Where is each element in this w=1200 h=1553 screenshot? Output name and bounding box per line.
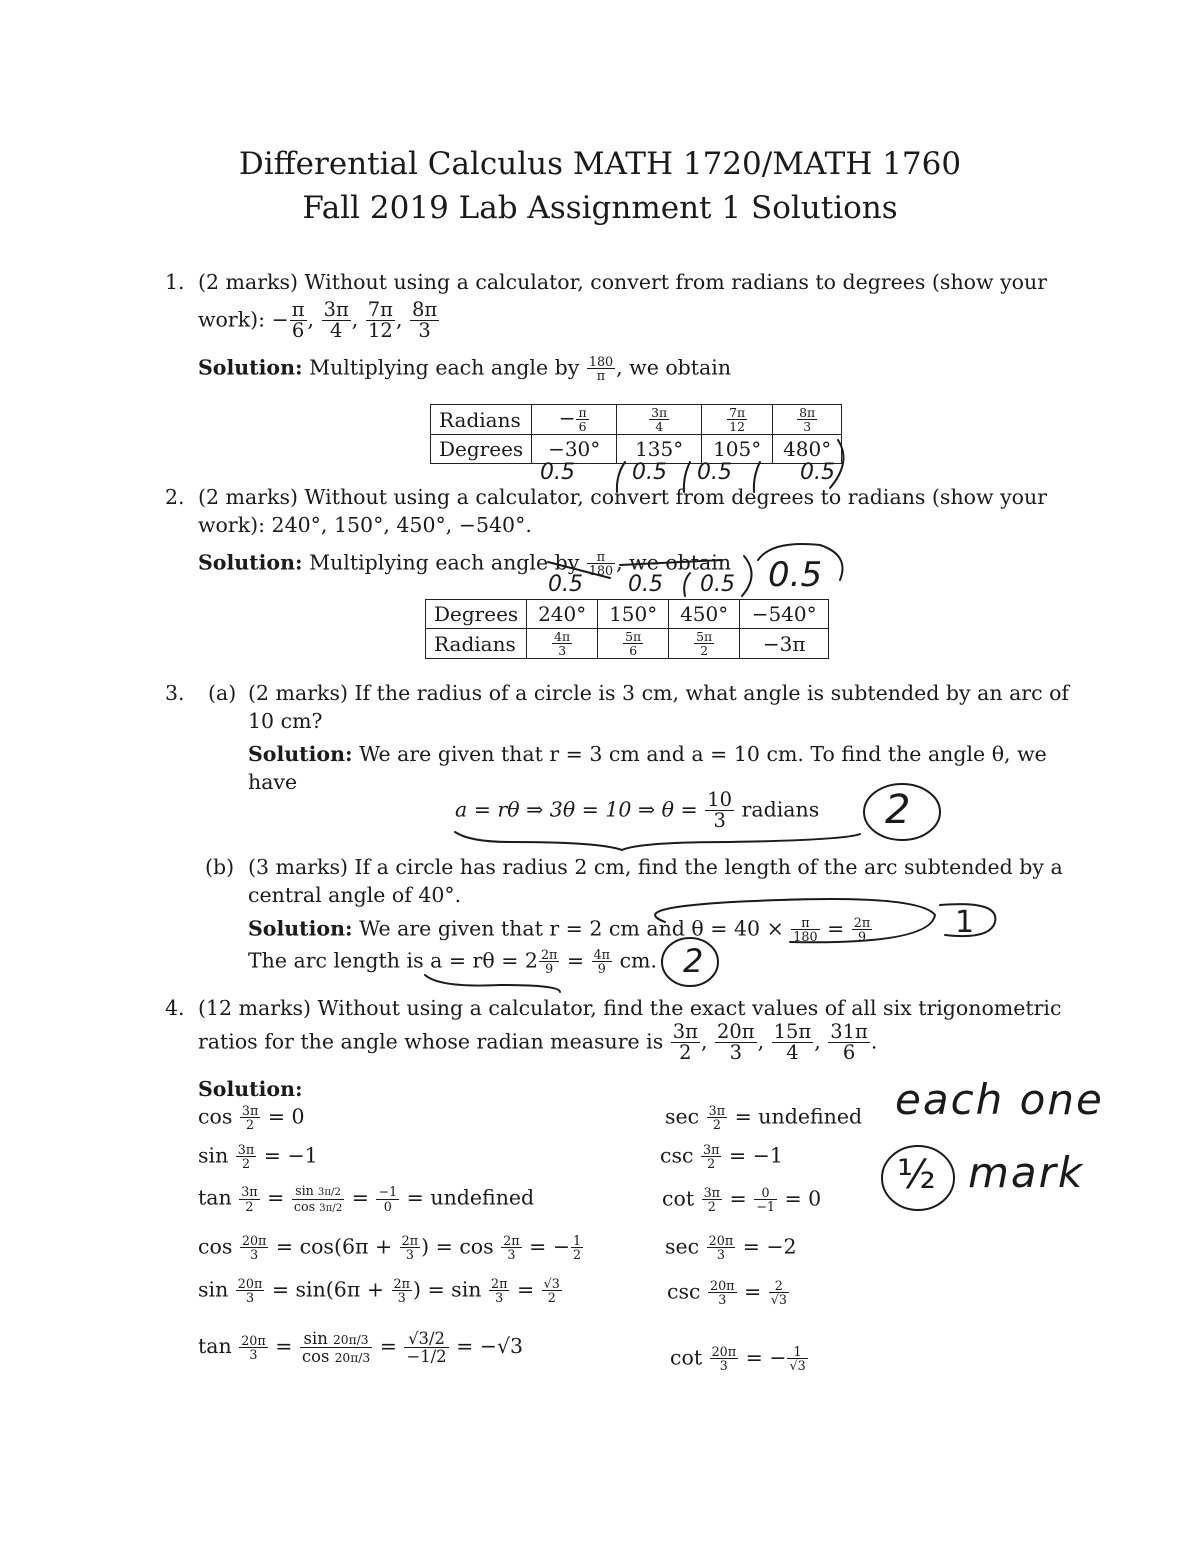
q1-solution: Solution: Multiplying each angle by $\frac{180}{\pi}$ , we obtain [198,354,732,384]
trig-sin-3pi-2: sin $\frac{3\pi}{2}$ = −1 [198,1142,318,1172]
q2-degree-cell: 240° [527,600,598,629]
ink-q3a-underbrace [455,832,860,850]
q3a-prompt: (2 marks) If the radius of a circle is 3 cm, what angle is subtended by an arc of [248,681,1070,705]
hw-q2-mark: 0.5 [700,572,735,597]
q4-prompt: (12 marks) Without using a calculator, find the exact values of all six trigonometric [198,996,1062,1020]
q1-row-degrees-label: Degrees [431,435,532,464]
q3b-solution: Solution: We are given that r = 2 cm and θ = 40 × $\frac{\pi}{180}$ = $\frac{2\pi}{9}$ [248,915,871,945]
trig-csc-3pi-2: csc $\frac{3\pi}{2}$ = −1 [660,1142,783,1172]
hw-q3b-score-2: 2 [683,942,704,980]
trig-sin-20pi-3: sin $\frac{20\pi}{3}$ = sin(6π + $\frac{2\pi}{3}$ ) = sin $\frac{2\pi}{3}$ = $\frac{√3}{2}$ [198,1276,560,1306]
hw-q1-mark: 0.5 [800,460,835,485]
ink-q1-divider [617,462,625,492]
ink-q3b-bracket [940,904,995,936]
q1-work-label: work): [198,307,266,332]
q2-degree-cell: 150° [598,600,669,629]
trig-tan-3pi-2: tan $\frac{3\pi}{2}$ = $\frac{\sin 3\pi/2}{\cos 3\pi/2}$ = $\frac{-1}{0}$ = undefined [198,1183,535,1214]
ink-q1-bracket [830,440,843,488]
hw-q1-mark: 0.5 [540,460,575,485]
q1-solution-text: Multiplying each angle by [309,355,580,380]
q1-solution-tail: , we obtain [616,355,732,380]
hw-q2-mark: 0.5 [628,572,663,597]
q1-prompt-angles: work): − $\frac{\pi}{6}$ , $\frac{3\pi}{4}$ , $\frac{7\pi}{12}$ , $\frac{8\pi}{3}$ [198,298,438,343]
hw-q1-mark: 0.5 [632,460,667,485]
hw-q3a-score: 2 [885,787,911,833]
hw-note-mark: mark [968,1148,1085,1197]
q2-row-radians-label: Radians [426,629,527,659]
ink-q2-strike [548,562,610,578]
q2-degree-cell: −540° [740,600,829,629]
ink-q3b-circle [662,938,718,986]
q1-degree-cell: 135° [617,435,702,464]
q3b-label: (b) [205,855,235,879]
q3-number: 3. [165,681,185,705]
q3a-prompt-cont: 10 cm? [248,709,323,733]
trig-sec-3pi-2: sec $\frac{3\pi}{2}$ = undefined [665,1103,863,1133]
trig-csc-20pi-3: csc $\frac{20\pi}{3}$ = $\frac{2}{√3}$ [667,1278,787,1308]
q3a-equation: a = rθ ⇒ 3θ = 10 ⇒ θ = $\frac{10}{3}$ radians [455,788,820,833]
q3a-label: (a) [208,681,237,705]
ink-q2-bracket [758,544,843,580]
q2-solution-label: Solution: [198,550,303,575]
ink-q1-divider [684,462,690,492]
trig-cos-20pi-3: cos $\frac{20\pi}{3}$ = cos(6π + $\frac{2\pi}{3}$ ) = cos $\frac{2\pi}{3}$ = − $\frac{1}{2}$ [198,1233,582,1263]
trig-sec-20pi-3: sec $\frac{20\pi}{3}$ = −2 [665,1233,797,1263]
q3b-prompt-cont: central angle of 40°. [248,883,462,907]
hw-note-each-one: each one [895,1075,1104,1124]
ink-q3a-circle [864,784,940,840]
q3b-solution-label: Solution: [248,916,353,941]
hw-q2-mark: 0.5 [768,555,823,595]
q1-degree-cell: 105° [702,435,773,464]
q4-solution-label: Solution: [198,1077,303,1101]
q1-degree-cell: −30° [532,435,617,464]
ink-note-circle [882,1146,954,1210]
q1-solution-label: Solution: [198,355,303,380]
document-title: Differential Calculus MATH 1720/MATH 1760 [238,146,962,182]
ink-q2-strike [620,560,722,565]
hw-q2-mark: 0.5 [548,572,583,597]
q2-solution: Solution: Multiplying each angle by $\frac{\pi}{180}$ , we obtain [198,549,732,579]
ink-q3b-underline [425,975,560,992]
trig-cos-3pi-2: cos $\frac{3\pi}{2}$ = 0 [198,1103,305,1133]
hw-q3b-score-1: 1 [955,905,975,940]
hw-q1-mark: 0.5 [697,460,732,485]
q2-solution-text: Multiplying each angle by [309,550,580,575]
q1-row-radians-label: Radians [431,405,532,435]
q1-degree-cell: 480° [773,435,842,464]
ink-q2-divider [742,556,752,596]
q2-row-degrees-label: Degrees [426,600,527,629]
q3a-solution-text: We are given that r = 3 cm and a = 10 cm. To find the angle θ, we [359,742,1047,766]
q3b-prompt: (3 marks) If a circle has radius 2 cm, find the length of the arc subtended by a [248,855,1063,879]
ink-q2-divider [684,573,690,596]
q4-number: 4. [165,996,185,1020]
ink-q3b-loop [655,899,935,942]
q1-prompt: (2 marks) Without using a calculator, convert from radians to degrees (show your [198,270,1047,294]
q1-conversion-table: Radians − $\frac{\pi}{6}$ $\frac{3\pi}{4}$ $\frac{7\pi}{12}$ $\frac{8\pi}{3}$ Degrees −30° 135° 105° 480° [430,404,842,464]
trig-tan-20pi-3: tan $\frac{20\pi}{3}$ = $\frac{\sin 20\pi/3}{\cos 20\pi/3}$ = $\frac{√3/2}{-1/2}$ = −√3 [198,1329,524,1367]
q2-radian-cell: −3π [740,629,829,659]
q2-conversion-table: Degrees 240° 150° 450° −540° Radians $\frac{4\pi}{3}$ $\frac{5\pi}{6}$ $\frac{5\pi}{2}$ −3π [425,599,829,659]
ink-q1-divider [754,462,760,492]
trig-cot-3pi-2: cot $\frac{3\pi}{2}$ = $\frac{0}{-1}$ = 0 [662,1185,822,1215]
q2-number: 2. [165,485,185,509]
q2-prompt: (2 marks) Without using a calculator, convert from degrees to radians (show your [198,485,1047,509]
hw-note-half: ½ [897,1152,936,1198]
trig-cot-20pi-3: cot $\frac{20\pi}{3}$ = − $\frac{1}{√3}$ [670,1344,806,1374]
q3b-arc-length: The arc length is a = rθ = 2 $\frac{2\pi}{9}$ = $\frac{4\pi}{9}$ cm. [248,947,657,977]
q1-number: 1. [165,270,185,294]
q2-solution-tail: , we obtain [616,550,732,575]
q2-degree-cell: 450° [669,600,740,629]
document-subtitle: Fall 2019 Lab Assignment 1 Solutions [302,190,898,226]
q3a-solution-label: Solution: [248,742,353,766]
q2-prompt-angles: work): 240°, 150°, 450°, −540°. [198,513,532,537]
q4-prompt-angles: ratios for the angle whose radian measure is $\frac{3\pi}{2}$ , $\frac{20\pi}{3}$ , $\frac{15\pi}{4}$ , $\frac{31\pi}{6}$ . [198,1020,878,1065]
q3a-solution-cont: have [248,770,298,794]
q3b-solution-text: We are given that r = 2 cm and θ = 40 × [359,916,784,941]
